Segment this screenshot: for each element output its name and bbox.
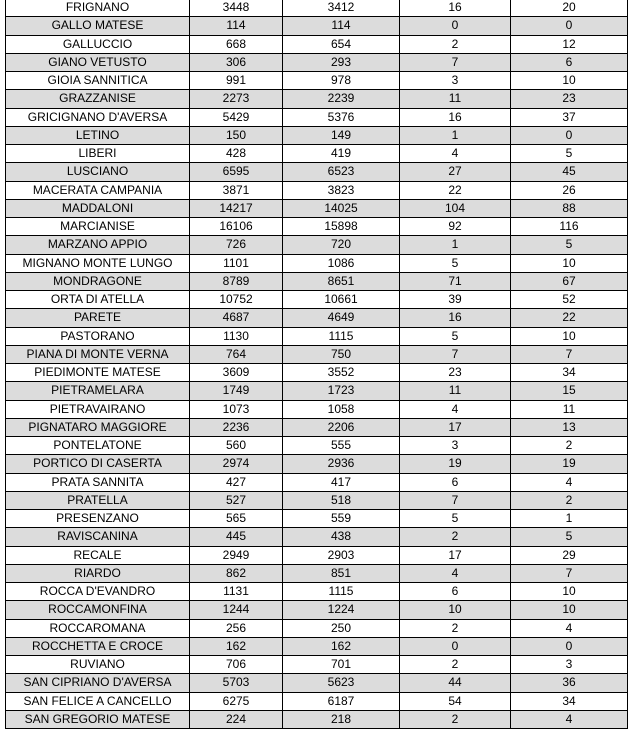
municipality-name-cell: LETINO (6, 126, 190, 144)
value-cell-col1: 1749 (190, 382, 283, 400)
value-cell-col1: 3871 (190, 181, 283, 199)
municipality-name-cell: RIARDO (6, 564, 190, 582)
table-row (6, 583, 628, 601)
table-row (6, 473, 628, 491)
value-cell-col3: 3 (400, 437, 511, 455)
value-cell-col4: 5 (511, 236, 628, 254)
municipality-name-cell: PIETRAMELARA (6, 382, 190, 400)
value-cell-col1: 8789 (190, 272, 283, 290)
value-cell-col1: 5703 (190, 674, 283, 692)
value-cell-col3: 71 (400, 272, 511, 290)
value-cell-col4: 45 (511, 163, 628, 181)
value-cell-col3: 6 (400, 583, 511, 601)
value-cell-col3: 2 (400, 710, 511, 728)
value-cell-col2: 851 (283, 564, 400, 582)
value-cell-col4: 22 (511, 309, 628, 327)
value-cell-col4: 34 (511, 364, 628, 382)
municipality-name-cell: PIEDIMONTE MATESE (6, 364, 190, 382)
value-cell-col3: 2 (400, 619, 511, 637)
value-cell-col1: 3448 (190, 0, 283, 17)
table-row (6, 17, 628, 35)
value-cell-col3: 1 (400, 236, 511, 254)
table-row (6, 236, 628, 254)
value-cell-col4: 12 (511, 35, 628, 53)
table-row (6, 272, 628, 290)
value-cell-col2: 555 (283, 437, 400, 455)
value-cell-col1: 565 (190, 510, 283, 528)
value-cell-col4: 4 (511, 619, 628, 637)
value-cell-col1: 991 (190, 72, 283, 90)
value-cell-col4: 10 (511, 327, 628, 345)
value-cell-col2: 8651 (283, 272, 400, 290)
value-cell-col4: 0 (511, 17, 628, 35)
municipality-name-cell: PIGNATARO MAGGIORE (6, 418, 190, 436)
table-row (6, 254, 628, 272)
value-cell-col3: 7 (400, 345, 511, 363)
table-row (6, 309, 628, 327)
table-row (6, 35, 628, 53)
table-row (6, 546, 628, 564)
value-cell-col3: 23 (400, 364, 511, 382)
value-cell-col3: 4 (400, 564, 511, 582)
value-cell-col3: 19 (400, 455, 511, 473)
municipality-name-cell: PASTORANO (6, 327, 190, 345)
municipality-name-cell: SAN CIPRIANO D'AVERSA (6, 674, 190, 692)
municipality-name-cell: FRIGNANO (6, 0, 190, 17)
value-cell-col4: 6 (511, 53, 628, 71)
value-cell-col4: 0 (511, 637, 628, 655)
municipality-name-cell: PONTELATONE (6, 437, 190, 455)
value-cell-col2: 162 (283, 637, 400, 655)
value-cell-col1: 4687 (190, 309, 283, 327)
value-cell-col4: 52 (511, 291, 628, 309)
municipality-name-cell: SAN GREGORIO MATESE (6, 710, 190, 728)
value-cell-col2: 701 (283, 656, 400, 674)
value-cell-col2: 149 (283, 126, 400, 144)
table-row (6, 637, 628, 655)
table-row (6, 291, 628, 309)
value-cell-col1: 16106 (190, 218, 283, 236)
table-row (6, 692, 628, 710)
value-cell-col3: 27 (400, 163, 511, 181)
value-cell-col1: 706 (190, 656, 283, 674)
value-cell-col3: 5 (400, 510, 511, 528)
value-cell-col3: 92 (400, 218, 511, 236)
value-cell-col2: 6523 (283, 163, 400, 181)
value-cell-col3: 4 (400, 145, 511, 163)
table-row (6, 437, 628, 455)
value-cell-col3: 16 (400, 108, 511, 126)
value-cell-col2: 218 (283, 710, 400, 728)
municipality-name-cell: RAVISCANINA (6, 528, 190, 546)
value-cell-col4: 20 (511, 0, 628, 17)
value-cell-col3: 0 (400, 17, 511, 35)
value-cell-col2: 10661 (283, 291, 400, 309)
value-cell-col3: 2 (400, 528, 511, 546)
value-cell-col2: 4649 (283, 309, 400, 327)
value-cell-col1: 427 (190, 473, 283, 491)
value-cell-col3: 16 (400, 309, 511, 327)
value-cell-col1: 2236 (190, 418, 283, 436)
table-row (6, 72, 628, 90)
value-cell-col2: 654 (283, 35, 400, 53)
table-row (6, 710, 628, 728)
value-cell-col3: 17 (400, 418, 511, 436)
value-cell-col2: 417 (283, 473, 400, 491)
value-cell-col1: 14217 (190, 199, 283, 217)
value-cell-col2: 6187 (283, 692, 400, 710)
value-cell-col3: 39 (400, 291, 511, 309)
value-cell-col4: 10 (511, 601, 628, 619)
table-row (6, 126, 628, 144)
value-cell-col1: 445 (190, 528, 283, 546)
municipality-name-cell: PARETE (6, 309, 190, 327)
value-cell-col2: 5376 (283, 108, 400, 126)
value-cell-col4: 10 (511, 254, 628, 272)
value-cell-col4: 13 (511, 418, 628, 436)
table-row (6, 528, 628, 546)
value-cell-col2: 1723 (283, 382, 400, 400)
municipality-name-cell: ROCCA D'EVANDRO (6, 583, 190, 601)
value-cell-col1: 114 (190, 17, 283, 35)
value-cell-col1: 306 (190, 53, 283, 71)
value-cell-col2: 518 (283, 491, 400, 509)
value-cell-col2: 250 (283, 619, 400, 637)
value-cell-col2: 2239 (283, 90, 400, 108)
table-row (6, 619, 628, 637)
value-cell-col2: 293 (283, 53, 400, 71)
municipality-name-cell: PIANA DI MONTE VERNA (6, 345, 190, 363)
value-cell-col1: 1131 (190, 583, 283, 601)
value-cell-col1: 668 (190, 35, 283, 53)
municipality-name-cell: RUVIANO (6, 656, 190, 674)
table-row (6, 491, 628, 509)
value-cell-col3: 2 (400, 656, 511, 674)
table-row (6, 400, 628, 418)
value-cell-col4: 0 (511, 126, 628, 144)
municipality-name-cell: GIANO VETUSTO (6, 53, 190, 71)
value-cell-col1: 1244 (190, 601, 283, 619)
table-row (6, 345, 628, 363)
table-row (6, 327, 628, 345)
value-cell-col2: 1115 (283, 583, 400, 601)
value-cell-col2: 559 (283, 510, 400, 528)
table-row (6, 510, 628, 528)
table-row (6, 674, 628, 692)
value-cell-col1: 1101 (190, 254, 283, 272)
value-cell-col3: 5 (400, 254, 511, 272)
table-row (6, 181, 628, 199)
value-cell-col1: 6275 (190, 692, 283, 710)
value-cell-col3: 6 (400, 473, 511, 491)
value-cell-col4: 37 (511, 108, 628, 126)
table-row (6, 108, 628, 126)
value-cell-col2: 1224 (283, 601, 400, 619)
value-cell-col1: 224 (190, 710, 283, 728)
value-cell-col2: 114 (283, 17, 400, 35)
table-row (6, 53, 628, 71)
value-cell-col3: 11 (400, 90, 511, 108)
value-cell-col1: 527 (190, 491, 283, 509)
table-row (6, 0, 628, 17)
value-cell-col3: 54 (400, 692, 511, 710)
table-row (6, 455, 628, 473)
value-cell-col3: 10 (400, 601, 511, 619)
value-cell-col4: 7 (511, 345, 628, 363)
value-cell-col4: 11 (511, 400, 628, 418)
value-cell-col3: 11 (400, 382, 511, 400)
table-row (6, 656, 628, 674)
value-cell-col1: 428 (190, 145, 283, 163)
value-cell-col2: 720 (283, 236, 400, 254)
value-cell-col2: 978 (283, 72, 400, 90)
municipality-name-cell: GALLUCCIO (6, 35, 190, 53)
table-row (6, 564, 628, 582)
municipality-name-cell: MARZANO APPIO (6, 236, 190, 254)
table-row (6, 199, 628, 217)
value-cell-col1: 10752 (190, 291, 283, 309)
value-cell-col3: 17 (400, 546, 511, 564)
municipality-name-cell: PIETRAVAIRANO (6, 400, 190, 418)
value-cell-col1: 150 (190, 126, 283, 144)
value-cell-col1: 560 (190, 437, 283, 455)
value-cell-col2: 438 (283, 528, 400, 546)
municipality-name-cell: ORTA DI ATELLA (6, 291, 190, 309)
value-cell-col4: 4 (511, 473, 628, 491)
value-cell-col2: 1115 (283, 327, 400, 345)
municipality-name-cell: ROCCHETTA E CROCE (6, 637, 190, 655)
value-cell-col4: 34 (511, 692, 628, 710)
municipality-name-cell: GRICIGNANO D'AVERSA (6, 108, 190, 126)
value-cell-col3: 5 (400, 327, 511, 345)
municipality-name-cell: MADDALONI (6, 199, 190, 217)
value-cell-col4: 67 (511, 272, 628, 290)
value-cell-col4: 26 (511, 181, 628, 199)
municipality-name-cell: MARCIANISE (6, 218, 190, 236)
municipality-name-cell: MONDRAGONE (6, 272, 190, 290)
municipality-name-cell: SAN FELICE A CANCELLO (6, 692, 190, 710)
value-cell-col2: 14025 (283, 199, 400, 217)
value-cell-col4: 10 (511, 583, 628, 601)
municipality-name-cell: PRATELLA (6, 491, 190, 509)
municipality-name-cell: GALLO MATESE (6, 17, 190, 35)
value-cell-col1: 726 (190, 236, 283, 254)
value-cell-col1: 162 (190, 637, 283, 655)
table-row (6, 364, 628, 382)
value-cell-col2: 419 (283, 145, 400, 163)
value-cell-col3: 7 (400, 491, 511, 509)
value-cell-col1: 256 (190, 619, 283, 637)
value-cell-col4: 116 (511, 218, 628, 236)
value-cell-col4: 2 (511, 437, 628, 455)
table-row (6, 218, 628, 236)
table-row (6, 418, 628, 436)
value-cell-col3: 44 (400, 674, 511, 692)
municipality-name-cell: LIBERI (6, 145, 190, 163)
value-cell-col1: 2949 (190, 546, 283, 564)
value-cell-col3: 2 (400, 35, 511, 53)
value-cell-col1: 5429 (190, 108, 283, 126)
value-cell-col4: 5 (511, 528, 628, 546)
municipality-data-table (5, 0, 628, 729)
municipality-name-cell: MIGNANO MONTE LUNGO (6, 254, 190, 272)
value-cell-col2: 15898 (283, 218, 400, 236)
value-cell-col1: 2273 (190, 90, 283, 108)
table-row (6, 601, 628, 619)
value-cell-col2: 2903 (283, 546, 400, 564)
value-cell-col3: 22 (400, 181, 511, 199)
value-cell-col4: 19 (511, 455, 628, 473)
municipality-name-cell: PRATA SANNITA (6, 473, 190, 491)
municipality-name-cell: GRAZZANISE (6, 90, 190, 108)
value-cell-col4: 5 (511, 145, 628, 163)
value-cell-col4: 88 (511, 199, 628, 217)
municipality-name-cell: PORTICO DI CASERTA (6, 455, 190, 473)
value-cell-col2: 1058 (283, 400, 400, 418)
value-cell-col1: 6595 (190, 163, 283, 181)
municipality-name-cell: ROCCAROMANA (6, 619, 190, 637)
value-cell-col3: 7 (400, 53, 511, 71)
value-cell-col2: 3412 (283, 0, 400, 17)
value-cell-col3: 104 (400, 199, 511, 217)
value-cell-col4: 15 (511, 382, 628, 400)
value-cell-col2: 5623 (283, 674, 400, 692)
value-cell-col2: 2206 (283, 418, 400, 436)
municipality-name-cell: GIOIA SANNITICA (6, 72, 190, 90)
value-cell-col4: 4 (511, 710, 628, 728)
value-cell-col1: 3609 (190, 364, 283, 382)
value-cell-col4: 2 (511, 491, 628, 509)
value-cell-col2: 1086 (283, 254, 400, 272)
municipality-name-cell: ROCCAMONFINA (6, 601, 190, 619)
value-cell-col3: 3 (400, 72, 511, 90)
value-cell-col4: 23 (511, 90, 628, 108)
table-row (6, 163, 628, 181)
value-cell-col2: 3823 (283, 181, 400, 199)
value-cell-col4: 1 (511, 510, 628, 528)
value-cell-col3: 0 (400, 637, 511, 655)
value-cell-col2: 3552 (283, 364, 400, 382)
table-row (6, 90, 628, 108)
table-row (6, 145, 628, 163)
municipality-name-cell: LUSCIANO (6, 163, 190, 181)
table-row (6, 382, 628, 400)
value-cell-col2: 750 (283, 345, 400, 363)
value-cell-col1: 1073 (190, 400, 283, 418)
municipality-name-cell: MACERATA CAMPANIA (6, 181, 190, 199)
value-cell-col1: 1130 (190, 327, 283, 345)
municipality-name-cell: PRESENZANO (6, 510, 190, 528)
table-body (6, 0, 628, 729)
value-cell-col3: 1 (400, 126, 511, 144)
municipality-name-cell: RECALE (6, 546, 190, 564)
value-cell-col3: 4 (400, 400, 511, 418)
value-cell-col4: 7 (511, 564, 628, 582)
value-cell-col4: 29 (511, 546, 628, 564)
value-cell-col3: 16 (400, 0, 511, 17)
value-cell-col1: 764 (190, 345, 283, 363)
value-cell-col2: 2936 (283, 455, 400, 473)
value-cell-col4: 3 (511, 656, 628, 674)
value-cell-col1: 2974 (190, 455, 283, 473)
value-cell-col1: 862 (190, 564, 283, 582)
value-cell-col4: 10 (511, 72, 628, 90)
value-cell-col4: 36 (511, 674, 628, 692)
